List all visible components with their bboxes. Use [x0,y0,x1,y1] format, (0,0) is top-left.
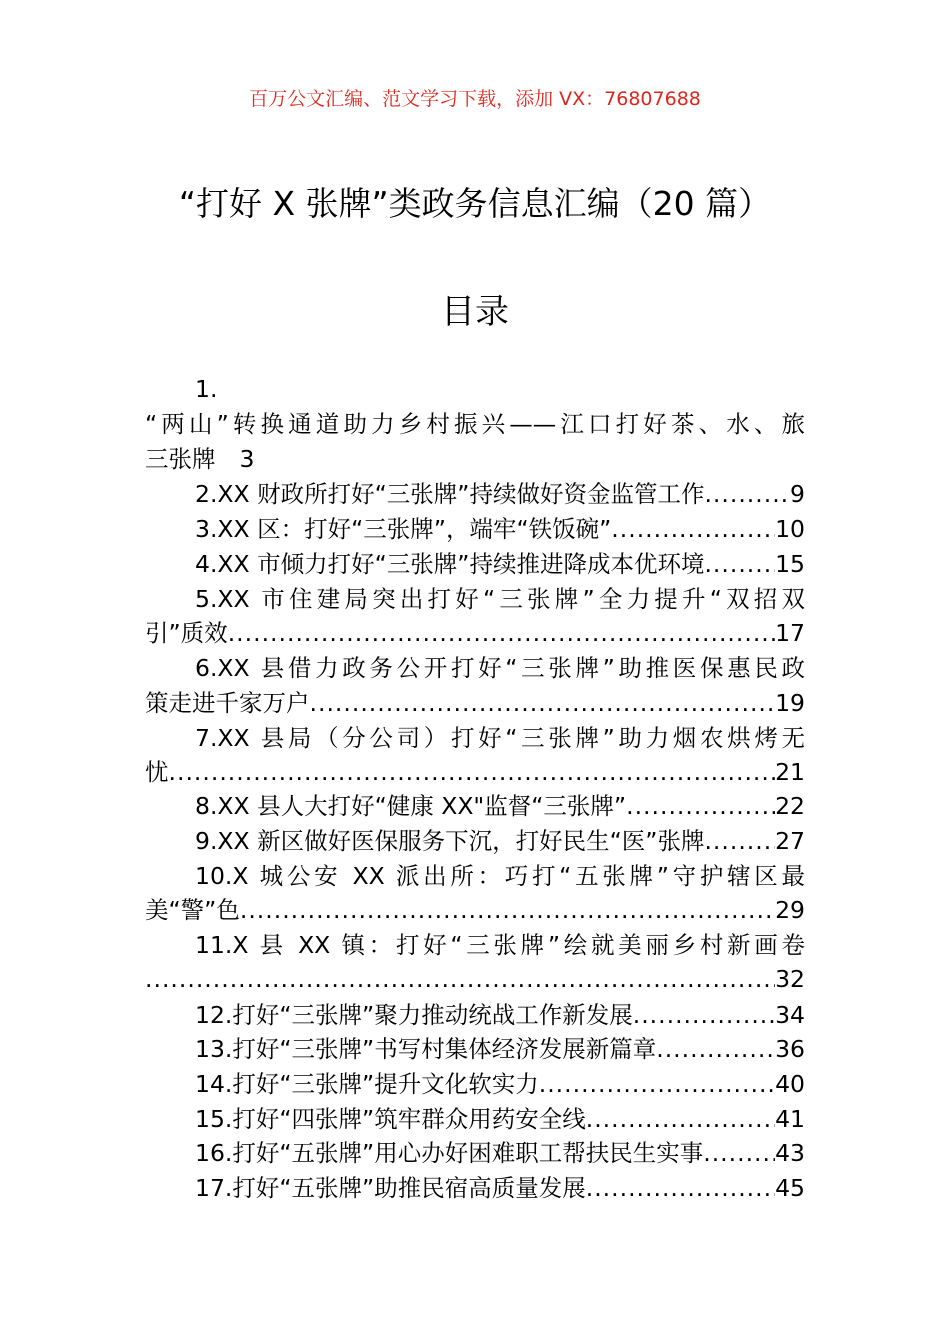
toc-entry-title: 3.XX 区：打好“三张牌”，端牢“铁饭碗” [195,515,612,543]
toc-entry[interactable] [195,928,805,963]
toc-entry-continuation[interactable] [145,442,805,477]
dot-leader [240,893,775,928]
toc-page-number: 15 [775,550,805,578]
toc-entry-title: 17.打好“五张牌”助推民宿高质量发展 [195,1174,586,1202]
dot-leader [633,998,775,1033]
toc-page-number: 17 [775,619,805,647]
toc-entry-title: 13.打好“三张牌”书写村集体经济发展新篇章 [195,1035,657,1063]
dot-leader [539,1067,775,1102]
document-title: “打好 X 张牌”类政务信息汇编（20 篇） [178,184,772,223]
toc-entry-continuation[interactable] [145,407,805,442]
toc-entry-title: 4.XX 市倾力打好“三张牌”持续推进降成本优环境 [195,550,705,578]
toc-entry[interactable] [195,512,805,547]
toc-page-number: 40 [775,1070,805,1098]
dot-leader [145,962,775,997]
toc-entry-title: 美“警”色 [145,896,240,924]
toc-entry[interactable] [195,1136,805,1171]
toc-entry[interactable] [195,824,805,859]
toc-entry-title: 8.XX 县人大打好“健康 XX"监督“三张牌” [195,792,627,820]
toc-entry-title: “两山”转换通道助力乡村振兴——江口打好茶、水、旅 [145,410,805,438]
dot-leader [656,1032,775,1067]
dot-leader [704,824,775,859]
dot-leader [169,755,776,790]
toc-page-number: 34 [775,1001,805,1029]
toc-entry[interactable] [195,859,805,894]
toc-entry-continuation[interactable] [145,686,805,721]
toc-entry-title: 忧 [145,758,169,786]
toc-entry[interactable] [195,998,805,1033]
toc-entry-title: 10.X 城公安 XX 派出所：巧打“五张牌”守护辖区最 [195,862,805,890]
toc-page-number: 36 [775,1035,805,1063]
toc-entry[interactable] [195,1102,805,1137]
toc-entry[interactable] [195,1171,805,1206]
toc-entry[interactable] [195,582,805,617]
toc-entry-title: 14.打好“三张牌”提升文化软实力 [195,1070,539,1098]
toc-page-number: 21 [775,758,805,786]
toc-page-number: 29 [775,896,805,924]
toc-page-number: 32 [775,965,805,993]
dot-leader [586,1102,775,1137]
dot-leader [611,512,775,547]
dot-leader [704,547,775,582]
toc-entry[interactable] [195,372,805,407]
dot-leader [586,1171,775,1206]
dot-leader [704,477,790,512]
toc-entry-title: 1. [195,375,218,403]
toc-entry[interactable] [195,477,805,512]
toc-entry-title: 11.X 县 XX 镇：打好“三张牌”绘就美丽乡村新画卷 [195,931,805,959]
dot-leader [310,686,776,721]
toc-entry-title: 6.XX 县借力政务公开打好“三张牌”助推医保惠民政 [195,654,805,682]
toc-entry[interactable] [195,1067,805,1102]
toc-heading: 目录 [441,292,509,332]
toc-page-number: 9 [790,480,805,508]
toc-entry-continuation[interactable] [145,893,805,928]
toc-entry-title: 引”质效 [145,619,228,647]
toc-entry[interactable] [195,1032,805,1067]
toc-page-number: 27 [775,827,805,855]
toc-entry-title: 5.XX 市住建局突出打好“三张牌”全力提升“双招双 [195,585,805,613]
toc-entry-title: 12.打好“三张牌”聚力推动统战工作新发展 [195,1001,633,1029]
toc-entry-title: 策走进千家万户 [145,689,310,717]
dot-leader [703,1136,775,1171]
toc-entry[interactable] [195,789,805,824]
toc-page-number: 45 [775,1174,805,1202]
toc-entry-title: 9.XX 新区做好医保服务下沉，打好民生“医”张牌 [195,827,705,855]
toc-entry[interactable] [195,721,805,756]
toc-entry[interactable] [195,651,805,686]
toc-page-number: 43 [775,1139,805,1167]
toc-entry-title: 15.打好“四张牌”筑牢群众用药安全线 [195,1105,586,1133]
dot-leader [228,616,775,651]
toc-entry[interactable] [195,547,805,582]
toc-page-number: 19 [775,689,805,717]
toc-entry-continuation[interactable] [145,962,805,997]
toc-entry-title: 三张牌 [145,445,216,473]
header-watermark-text: 百万公文汇编、范文学习下载，添加 VX：76807688 [249,88,701,110]
toc-page-number: 10 [775,515,805,543]
toc-page-number: 41 [775,1105,805,1133]
toc-entry-continuation[interactable] [145,755,805,790]
dot-leader [626,789,775,824]
toc-entry-title: 7.XX 县局（分公司）打好“三张牌”助力烟农烘烤无 [195,724,805,752]
toc-entry-title: 16.打好“五张牌”用心办好困难职工帮扶民生实事 [195,1139,704,1167]
toc-page-number: 22 [775,792,805,820]
toc-entry-continuation[interactable] [145,616,805,651]
toc-entry-title: 2.XX 财政所打好“三张牌”持续做好资金监管工作 [195,480,705,508]
toc-page-number: 3 [239,445,255,473]
